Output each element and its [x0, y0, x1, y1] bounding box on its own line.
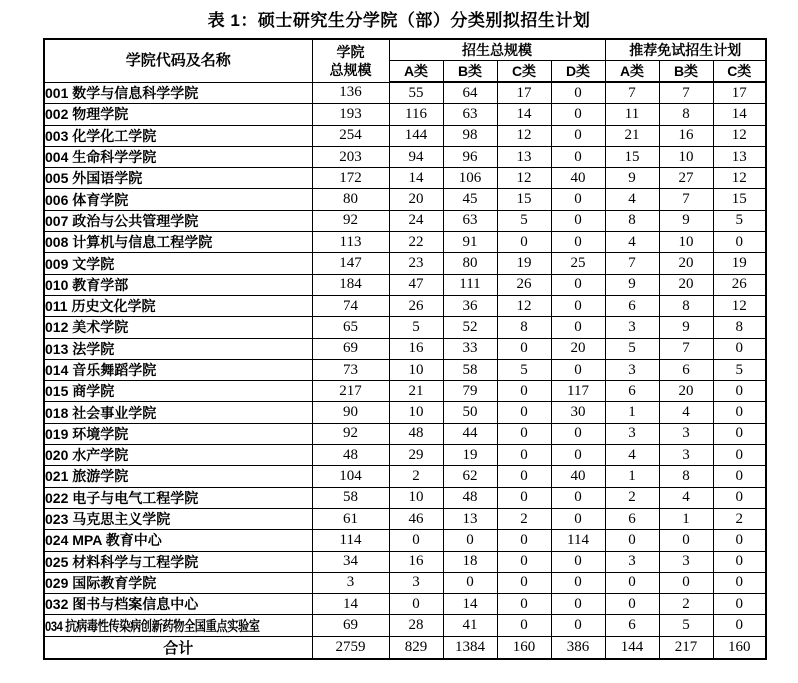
- value-cell: 0: [605, 572, 659, 593]
- value-cell: 0: [551, 317, 605, 338]
- value-cell: 6: [659, 359, 713, 380]
- college-name-cell: 003 化学化工学院: [44, 125, 312, 146]
- value-cell: 63: [443, 210, 497, 231]
- value-cell: 0: [713, 530, 766, 551]
- value-cell: 0: [713, 572, 766, 593]
- value-cell: 7: [659, 189, 713, 210]
- value-cell: 5: [659, 615, 713, 636]
- college-name-cell: 023 马克思主义学院: [44, 508, 312, 529]
- table-row: [44, 317, 766, 338]
- value-cell: 10: [659, 232, 713, 253]
- value-cell: 1: [659, 508, 713, 529]
- value-cell: 19: [497, 253, 551, 274]
- value-cell: 16: [659, 125, 713, 146]
- value-cell: 193: [312, 104, 389, 125]
- value-cell: 74: [312, 295, 389, 316]
- value-cell: 20: [659, 253, 713, 274]
- value-cell: 0: [659, 530, 713, 551]
- value-cell: 0: [713, 232, 766, 253]
- value-cell: 48: [389, 423, 443, 444]
- value-cell: 41: [443, 615, 497, 636]
- value-cell: 117: [551, 381, 605, 402]
- value-cell: 0: [605, 594, 659, 615]
- value-cell: 0: [497, 232, 551, 253]
- value-cell: 16: [389, 338, 443, 359]
- college-name-cell: 001 数学与信息科学学院: [44, 82, 312, 104]
- college-name-cell: 022 电子与电气工程学院: [44, 487, 312, 508]
- value-cell: 0: [497, 530, 551, 551]
- value-cell: 14: [497, 104, 551, 125]
- value-cell: 8: [659, 104, 713, 125]
- value-cell: 34: [312, 551, 389, 572]
- table-row: [44, 423, 766, 444]
- value-cell: 58: [443, 359, 497, 380]
- table-row: [44, 487, 766, 508]
- college-name-cell: 005 外国语学院: [44, 168, 312, 189]
- value-cell: 7: [605, 253, 659, 274]
- table-row: [44, 295, 766, 316]
- table-row: [44, 189, 766, 210]
- value-cell: 8: [713, 317, 766, 338]
- value-cell: 17: [497, 82, 551, 104]
- value-cell: 114: [551, 530, 605, 551]
- table-row: [44, 274, 766, 295]
- value-cell: 52: [443, 317, 497, 338]
- value-cell: 7: [659, 338, 713, 359]
- value-cell: 1: [605, 466, 659, 487]
- value-cell: 0: [713, 466, 766, 487]
- value-cell: 113: [312, 232, 389, 253]
- value-cell: 0: [605, 530, 659, 551]
- header-college-code-name: 学院代码及名称: [44, 39, 312, 82]
- value-cell: 0: [551, 189, 605, 210]
- value-cell: 2: [605, 487, 659, 508]
- value-cell: 15: [713, 189, 766, 210]
- table-row: [44, 594, 766, 615]
- value-cell: 0: [551, 82, 605, 104]
- table-row: [44, 508, 766, 529]
- value-cell: 29: [389, 445, 443, 466]
- college-name-cell: 015 商学院: [44, 381, 312, 402]
- value-cell: 65: [312, 317, 389, 338]
- value-cell: 0: [497, 423, 551, 444]
- value-cell: 0: [659, 572, 713, 593]
- value-cell: 92: [312, 423, 389, 444]
- value-cell: 27: [659, 168, 713, 189]
- value-cell: 7: [605, 82, 659, 104]
- value-cell: 0: [497, 402, 551, 423]
- value-cell: 0: [551, 508, 605, 529]
- table-row: [44, 125, 766, 146]
- value-cell: 4: [659, 402, 713, 423]
- value-cell: 0: [551, 295, 605, 316]
- table-row: [44, 232, 766, 253]
- header-exempt-b: B类: [659, 61, 713, 83]
- header-enroll-a: A类: [389, 61, 443, 83]
- total-label-cell: 合计: [44, 636, 312, 659]
- value-cell: 14: [389, 168, 443, 189]
- total-value-cell: 2759: [312, 636, 389, 659]
- value-cell: 2: [659, 594, 713, 615]
- value-cell: 0: [497, 487, 551, 508]
- value-cell: 0: [497, 594, 551, 615]
- table-row: [44, 466, 766, 487]
- value-cell: 0: [551, 146, 605, 167]
- value-cell: 104: [312, 466, 389, 487]
- value-cell: 0: [497, 381, 551, 402]
- value-cell: 10: [389, 402, 443, 423]
- value-cell: 0: [713, 551, 766, 572]
- value-cell: 30: [551, 402, 605, 423]
- value-cell: 0: [551, 551, 605, 572]
- value-cell: 0: [551, 210, 605, 231]
- value-cell: 5: [713, 210, 766, 231]
- value-cell: 0: [551, 359, 605, 380]
- college-name-cell: 014 音乐舞蹈学院: [44, 359, 312, 380]
- value-cell: 3: [605, 423, 659, 444]
- total-value-cell: 1384: [443, 636, 497, 659]
- table-row: [44, 104, 766, 125]
- value-cell: 6: [605, 295, 659, 316]
- total-value-cell: 829: [389, 636, 443, 659]
- value-cell: 147: [312, 253, 389, 274]
- college-name-cell: 021 旅游学院: [44, 466, 312, 487]
- value-cell: 36: [443, 295, 497, 316]
- header-exempt-a: A类: [605, 61, 659, 83]
- value-cell: 25: [551, 253, 605, 274]
- table-header: [44, 39, 766, 82]
- college-name-cell: 025 材料科学与工程学院: [44, 551, 312, 572]
- value-cell: 14: [713, 104, 766, 125]
- value-cell: 203: [312, 146, 389, 167]
- table-row: [44, 402, 766, 423]
- value-cell: 16: [389, 551, 443, 572]
- value-cell: 0: [497, 615, 551, 636]
- value-cell: 55: [389, 82, 443, 104]
- value-cell: 4: [659, 487, 713, 508]
- value-cell: 90: [312, 402, 389, 423]
- value-cell: 12: [497, 168, 551, 189]
- value-cell: 217: [312, 381, 389, 402]
- value-cell: 13: [497, 146, 551, 167]
- table-row: [44, 338, 766, 359]
- value-cell: 14: [443, 594, 497, 615]
- value-cell: 46: [389, 508, 443, 529]
- value-cell: 9: [659, 317, 713, 338]
- value-cell: 0: [443, 530, 497, 551]
- table-row: [44, 615, 766, 636]
- table-row: [44, 445, 766, 466]
- value-cell: 116: [389, 104, 443, 125]
- college-name-cell: 020 水产学院: [44, 445, 312, 466]
- college-name-cell: 009 文学院: [44, 253, 312, 274]
- total-value-cell: 160: [497, 636, 551, 659]
- college-name-cell: 007 政治与公共管理学院: [44, 210, 312, 231]
- value-cell: 92: [312, 210, 389, 231]
- table-row: [44, 253, 766, 274]
- value-cell: 0: [497, 572, 551, 593]
- value-cell: 0: [497, 551, 551, 572]
- value-cell: 7: [659, 82, 713, 104]
- value-cell: 47: [389, 274, 443, 295]
- value-cell: 26: [713, 274, 766, 295]
- college-name-cell: 018 社会事业学院: [44, 402, 312, 423]
- header-enroll-d: D类: [551, 61, 605, 83]
- table-row: [44, 551, 766, 572]
- value-cell: 8: [659, 466, 713, 487]
- table-row: [44, 82, 766, 104]
- table-row: [44, 572, 766, 593]
- value-cell: 45: [443, 189, 497, 210]
- value-cell: 18: [443, 551, 497, 572]
- college-name-cell: 024 MPA 教育中心: [44, 530, 312, 551]
- value-cell: 111: [443, 274, 497, 295]
- value-cell: 0: [551, 232, 605, 253]
- value-cell: 3: [659, 551, 713, 572]
- value-cell: 44: [443, 423, 497, 444]
- value-cell: 0: [551, 615, 605, 636]
- header-enroll-c: C类: [497, 61, 551, 83]
- value-cell: 0: [713, 615, 766, 636]
- value-cell: 254: [312, 125, 389, 146]
- value-cell: 0: [497, 338, 551, 359]
- college-name-cell: 011 历史文化学院: [44, 295, 312, 316]
- value-cell: 8: [497, 317, 551, 338]
- value-cell: 40: [551, 466, 605, 487]
- value-cell: 20: [659, 274, 713, 295]
- value-cell: 0: [713, 423, 766, 444]
- value-cell: 19: [443, 445, 497, 466]
- value-cell: 2: [713, 508, 766, 529]
- value-cell: 184: [312, 274, 389, 295]
- value-cell: 4: [605, 232, 659, 253]
- value-cell: 50: [443, 402, 497, 423]
- value-cell: 1: [605, 402, 659, 423]
- total-value-cell: 144: [605, 636, 659, 659]
- value-cell: 3: [659, 445, 713, 466]
- value-cell: 12: [713, 295, 766, 316]
- value-cell: 0: [713, 594, 766, 615]
- value-cell: 3: [312, 572, 389, 593]
- value-cell: 17: [713, 82, 766, 104]
- value-cell: 6: [605, 615, 659, 636]
- value-cell: 12: [713, 168, 766, 189]
- value-cell: 61: [312, 508, 389, 529]
- page-title: 表 1：硕士研究生分学院（部）分类别拟招生计划: [207, 11, 591, 30]
- value-cell: 0: [551, 572, 605, 593]
- total-value-cell: 386: [551, 636, 605, 659]
- value-cell: 0: [551, 274, 605, 295]
- value-cell: 0: [443, 572, 497, 593]
- value-cell: 79: [443, 381, 497, 402]
- value-cell: 0: [551, 423, 605, 444]
- value-cell: 0: [551, 594, 605, 615]
- value-cell: 5: [497, 359, 551, 380]
- value-cell: 94: [389, 146, 443, 167]
- value-cell: 26: [497, 274, 551, 295]
- header-group-exemption: 推荐免试招生计划: [605, 39, 766, 61]
- value-cell: 12: [497, 295, 551, 316]
- enrollment-table: [43, 38, 767, 660]
- total-value-cell: 160: [713, 636, 766, 659]
- header-college-total: 学院 总规模: [312, 39, 389, 82]
- college-name-cell: 006 体育学院: [44, 189, 312, 210]
- value-cell: 0: [713, 338, 766, 359]
- value-cell: 21: [605, 125, 659, 146]
- value-cell: 10: [659, 146, 713, 167]
- value-cell: 64: [443, 82, 497, 104]
- value-cell: 11: [605, 104, 659, 125]
- value-cell: 22: [389, 232, 443, 253]
- value-cell: 19: [713, 253, 766, 274]
- value-cell: 3: [659, 423, 713, 444]
- table-row: [44, 146, 766, 167]
- value-cell: 2: [497, 508, 551, 529]
- total-row: [44, 636, 766, 659]
- value-cell: 15: [497, 189, 551, 210]
- value-cell: 28: [389, 615, 443, 636]
- value-cell: 8: [605, 210, 659, 231]
- value-cell: 0: [389, 594, 443, 615]
- college-name-cell: 032 图书与档案信息中心: [44, 594, 312, 615]
- header-exempt-c: C类: [713, 61, 766, 83]
- value-cell: 0: [713, 487, 766, 508]
- college-name-cell: 004 生命科学学院: [44, 146, 312, 167]
- value-cell: 106: [443, 168, 497, 189]
- value-cell: 23: [389, 253, 443, 274]
- value-cell: 0: [389, 530, 443, 551]
- table-row: [44, 168, 766, 189]
- value-cell: 0: [713, 402, 766, 423]
- value-cell: 10: [389, 487, 443, 508]
- value-cell: 0: [551, 104, 605, 125]
- value-cell: 20: [551, 338, 605, 359]
- value-cell: 80: [312, 189, 389, 210]
- college-name-cell: 019 环境学院: [44, 423, 312, 444]
- value-cell: 15: [605, 146, 659, 167]
- value-cell: 5: [497, 210, 551, 231]
- value-cell: 69: [312, 615, 389, 636]
- value-cell: 3: [605, 551, 659, 572]
- value-cell: 0: [551, 487, 605, 508]
- college-name-cell: 002 物理学院: [44, 104, 312, 125]
- value-cell: 73: [312, 359, 389, 380]
- value-cell: 0: [713, 445, 766, 466]
- value-cell: 33: [443, 338, 497, 359]
- value-cell: 12: [713, 125, 766, 146]
- value-cell: 2: [389, 466, 443, 487]
- table-row: [44, 381, 766, 402]
- table-body: [44, 82, 766, 659]
- value-cell: 9: [659, 210, 713, 231]
- value-cell: 20: [659, 381, 713, 402]
- value-cell: 3: [389, 572, 443, 593]
- value-cell: 63: [443, 104, 497, 125]
- table-row: [44, 359, 766, 380]
- value-cell: 62: [443, 466, 497, 487]
- value-cell: 21: [389, 381, 443, 402]
- value-cell: 91: [443, 232, 497, 253]
- value-cell: 0: [497, 445, 551, 466]
- value-cell: 98: [443, 125, 497, 146]
- value-cell: 80: [443, 253, 497, 274]
- value-cell: 6: [605, 508, 659, 529]
- value-cell: 6: [605, 381, 659, 402]
- value-cell: 96: [443, 146, 497, 167]
- value-cell: 114: [312, 530, 389, 551]
- value-cell: 69: [312, 338, 389, 359]
- value-cell: 13: [713, 146, 766, 167]
- value-cell: 3: [605, 359, 659, 380]
- college-name-cell: 013 法学院: [44, 338, 312, 359]
- value-cell: 14: [312, 594, 389, 615]
- value-cell: 172: [312, 168, 389, 189]
- value-cell: 10: [389, 359, 443, 380]
- value-cell: 0: [497, 466, 551, 487]
- value-cell: 12: [497, 125, 551, 146]
- total-value-cell: 217: [659, 636, 713, 659]
- college-name-cell: 012 美术学院: [44, 317, 312, 338]
- value-cell: 144: [389, 125, 443, 146]
- header-enroll-b: B类: [443, 61, 497, 83]
- value-cell: 20: [389, 189, 443, 210]
- value-cell: 9: [605, 168, 659, 189]
- college-name-cell: 034 抗病毒性传染病创新药物全国重点实验室: [44, 615, 312, 636]
- value-cell: 48: [312, 445, 389, 466]
- value-cell: 24: [389, 210, 443, 231]
- value-cell: 48: [443, 487, 497, 508]
- value-cell: 5: [605, 338, 659, 359]
- table-row: [44, 210, 766, 231]
- value-cell: 5: [389, 317, 443, 338]
- value-cell: 26: [389, 295, 443, 316]
- value-cell: 3: [605, 317, 659, 338]
- value-cell: 9: [605, 274, 659, 295]
- college-name-cell: 008 计算机与信息工程学院: [44, 232, 312, 253]
- value-cell: 0: [551, 125, 605, 146]
- value-cell: 4: [605, 189, 659, 210]
- value-cell: 0: [713, 381, 766, 402]
- value-cell: 136: [312, 82, 389, 104]
- value-cell: 5: [713, 359, 766, 380]
- value-cell: 0: [551, 445, 605, 466]
- table-row: [44, 530, 766, 551]
- college-name-cell: 010 教育学部: [44, 274, 312, 295]
- value-cell: 8: [659, 295, 713, 316]
- value-cell: 58: [312, 487, 389, 508]
- value-cell: 13: [443, 508, 497, 529]
- college-name-cell: 029 国际教育学院: [44, 572, 312, 593]
- header-group-enrollment: 招生总规模: [389, 39, 605, 61]
- value-cell: 4: [605, 445, 659, 466]
- value-cell: 40: [551, 168, 605, 189]
